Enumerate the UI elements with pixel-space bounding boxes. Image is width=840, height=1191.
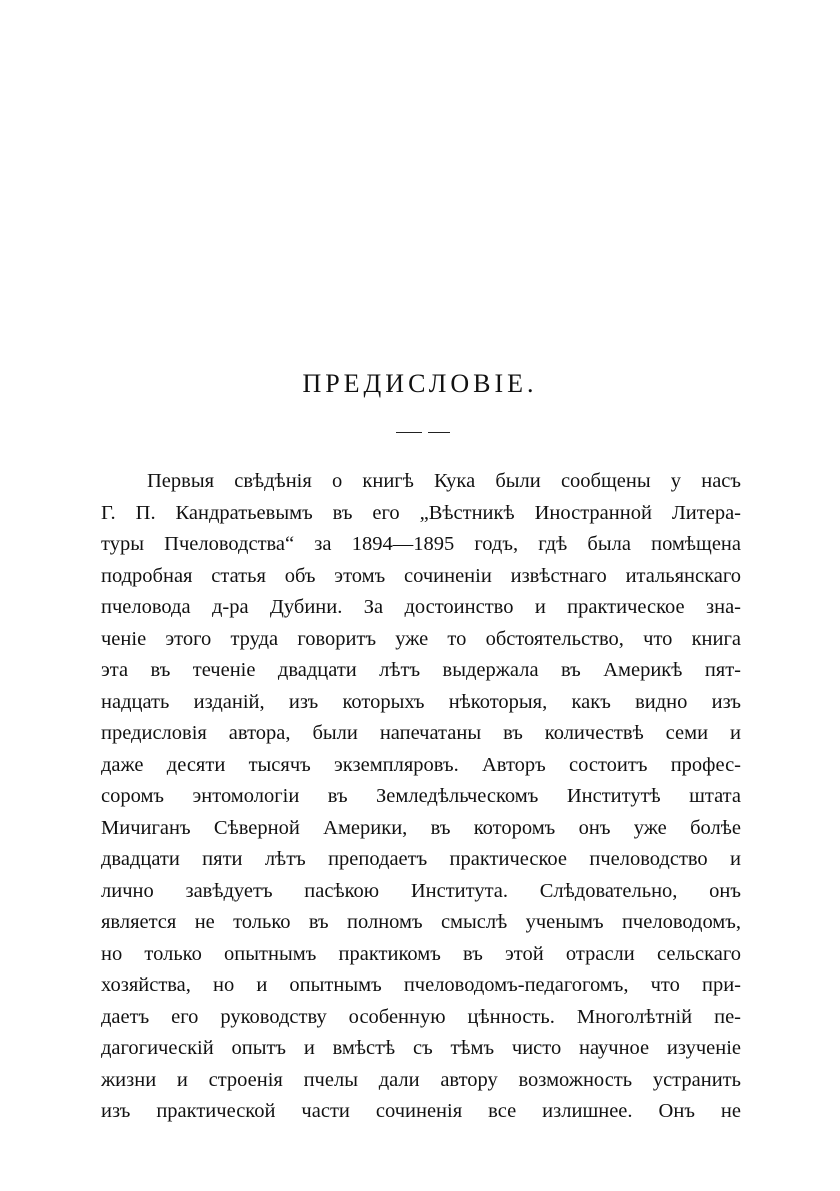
title-divider [396,432,450,434]
divider-dash-left [396,432,422,433]
text-line: даже десяти тысячъ экземпляровъ. Авторъ состоитъ профес- [101,753,741,776]
text-line: дагогическій опытъ и вмѣстѣ съ тѣмъ чисто научное изученіе [101,1037,741,1059]
divider-dash-right [428,432,450,433]
text-line: хозяйства, но и опытнымъ пчеловодомъ-педагогомъ, что при- [101,974,741,996]
text-line: ченіе этого труда говоритъ уже то обстоятельство, что книга [101,627,741,650]
text-line: является не только въ полномъ смыслѣ ученымъ пчеловодомъ, [101,911,741,933]
text-line: двадцати пяти лѣтъ преподаетъ практическое пчеловодство и [101,848,741,870]
text-line: лично завѣдуетъ пасѣкою Института. Слѣдовательно, онъ [101,879,741,902]
text-line: Г. П. Кандратьевымъ въ его „Вѣстникѣ Иностранной Литера- [101,501,741,524]
text-line: Мичиганъ Сѣверной Америки, въ которомъ онъ уже болѣе [101,816,741,839]
text-line: пчеловода д-ра Дубини. За достоинство и практическое зна- [101,596,741,618]
text-line: Первыя свѣдѣнія о книгѣ Кука были сообщены у насъ [147,470,741,492]
text-line: изъ практической части сочиненія все излишнее. Онъ не [101,1100,741,1122]
text-line: но только опытнымъ практикомъ въ этой отрасли сельскаго [101,942,741,965]
text-line: даетъ его руководству особенную цѣнность. Многолѣтній пе- [101,1005,741,1028]
text-line: туры Пчеловодства“ за 1894—1895 годъ, гдѣ была помѣщена [101,533,741,555]
text-line: надцать изданій, изъ которыхъ нѣкоторыя, какъ видно изъ [101,690,741,713]
text-line: предисловія автора, были напечатаны въ количествѣ семи и [101,722,741,744]
text-line: подробная статья объ этомъ сочиненіи извѣстнаго итальянскаго [101,564,741,587]
text-line: эта въ теченіе двадцати лѣтъ выдержала въ Америкѣ пят- [101,659,741,681]
text-line: жизни и строенія пчелы дали автору возможность устранить [101,1068,741,1091]
page-title: ПРЕДИСЛОВІЕ. [302,369,538,398]
preface-paragraph [101,466,741,1128]
text-line: соромъ энтомологіи въ Земледѣльческомъ Институтѣ штата [101,785,741,807]
